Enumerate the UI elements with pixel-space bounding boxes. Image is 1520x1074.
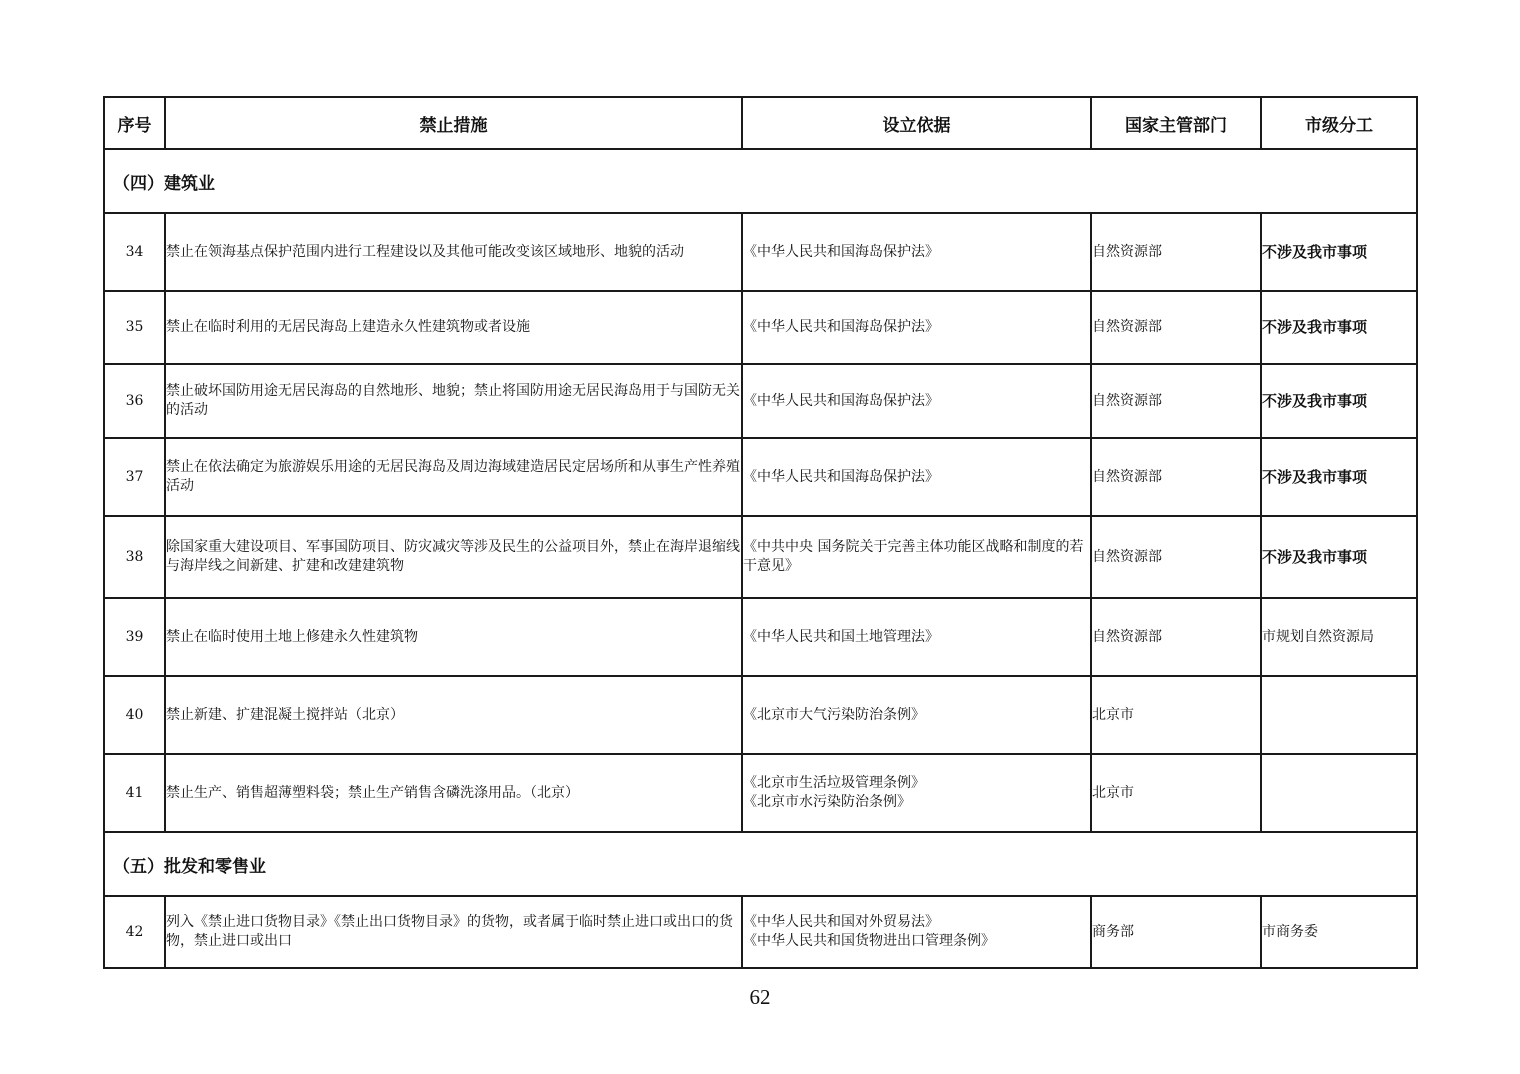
row-basis xyxy=(742,516,1091,598)
basis-line: 《北京市大气污染防治条例》 xyxy=(743,706,925,723)
row-basis xyxy=(742,364,1091,438)
section-heading-wholesale-retail xyxy=(104,832,1417,896)
row-division: 不涉及我市事项 xyxy=(1261,516,1417,598)
basis-line: 《中华人民共和国货物进出口管理条例》 xyxy=(743,933,995,949)
table-row xyxy=(104,676,1417,754)
row-measure: 禁止在依法确定为旅游娱乐用途的无居民海岛及周边海域建造居民定居场所和从事生产性养殖活动 xyxy=(165,438,742,516)
basis-line: 《北京市生活垃圾管理条例》 xyxy=(743,775,925,791)
row-basis xyxy=(742,213,1091,291)
table-row xyxy=(104,291,1417,364)
row-measure: 除国家重大建设项目、军事国防项目、防灾减灾等涉及民生的公益项目外，禁止在海岸退缩线与海岸线之间新建、扩建和改建建筑物 xyxy=(165,516,742,598)
table-row xyxy=(104,754,1417,832)
row-basis xyxy=(742,754,1091,832)
row-division xyxy=(1261,754,1417,832)
prohibition-table xyxy=(103,96,1418,969)
row-division: 不涉及我市事项 xyxy=(1261,291,1417,364)
row-basis xyxy=(742,676,1091,754)
row-division: 不涉及我市事项 xyxy=(1261,364,1417,438)
row-basis xyxy=(742,291,1091,364)
row-number: 34 xyxy=(104,213,165,291)
row-number: 42 xyxy=(104,896,165,968)
row-number: 37 xyxy=(104,438,165,516)
row-division: 市规划自然资源局 xyxy=(1261,598,1417,676)
row-number: 35 xyxy=(104,291,165,364)
row-basis xyxy=(742,598,1091,676)
table-row xyxy=(104,213,1417,291)
row-dept: 北京市 xyxy=(1091,676,1261,754)
header-dept: 国家主管部门 xyxy=(1091,97,1261,149)
row-division xyxy=(1261,676,1417,754)
row-dept: 自然资源部 xyxy=(1091,364,1261,438)
row-measure: 列入《禁止进口货物目录》《禁止出口货物目录》的货物，或者属于临时禁止进口或出口的货物，禁止进口或出口 xyxy=(165,896,742,968)
header-measure: 禁止措施 xyxy=(165,97,742,149)
row-measure: 禁止在临时使用土地上修建永久性建筑物 xyxy=(165,598,742,676)
row-number: 39 xyxy=(104,598,165,676)
section-heading-construction xyxy=(104,149,1417,213)
row-dept: 商务部 xyxy=(1091,896,1261,968)
row-dept: 自然资源部 xyxy=(1091,598,1261,676)
row-measure: 禁止破坏国防用途无居民海岛的自然地形、地貌；禁止将国防用途无居民海岛用于与国防无关的活动 xyxy=(165,364,742,438)
basis-line: 《中华人民共和国海岛保护法》 xyxy=(743,319,939,335)
row-division: 不涉及我市事项 xyxy=(1261,213,1417,291)
basis-line: 《中华人民共和国海岛保护法》 xyxy=(743,392,939,409)
row-number: 40 xyxy=(104,676,165,754)
basis-line: 《中华人民共和国海岛保护法》 xyxy=(743,468,939,485)
row-basis xyxy=(742,438,1091,516)
header-seq: 序号 xyxy=(104,97,165,149)
row-dept: 自然资源部 xyxy=(1091,516,1261,598)
row-division: 不涉及我市事项 xyxy=(1261,438,1417,516)
table-row xyxy=(104,896,1417,968)
table-row xyxy=(104,364,1417,438)
basis-line: 《中华人民共和国海岛保护法》 xyxy=(743,243,939,260)
basis-line: 《中华人民共和国土地管理法》 xyxy=(743,628,939,645)
table-header-row xyxy=(104,97,1417,149)
row-basis xyxy=(742,896,1091,968)
header-basis: 设立依据 xyxy=(742,97,1091,149)
row-measure: 禁止生产、销售超薄塑料袋；禁止生产销售含磷洗涤用品。（北京） xyxy=(165,754,742,832)
row-measure: 禁止在领海基点保护范围内进行工程建设以及其他可能改变该区域地形、地貌的活动 xyxy=(165,213,742,291)
table-row xyxy=(104,438,1417,516)
row-measure: 禁止在临时利用的无居民海岛上建造永久性建筑物或者设施 xyxy=(165,291,742,364)
section-title: （四）建筑业 xyxy=(104,149,1417,213)
row-number: 38 xyxy=(104,516,165,598)
table-row xyxy=(104,516,1417,598)
table-row xyxy=(104,598,1417,676)
row-dept: 自然资源部 xyxy=(1091,213,1261,291)
row-number: 36 xyxy=(104,364,165,438)
row-number: 41 xyxy=(104,754,165,832)
row-dept: 自然资源部 xyxy=(1091,438,1261,516)
basis-line: 《中华人民共和国对外贸易法》 xyxy=(743,914,939,930)
section-title: （五）批发和零售业 xyxy=(104,832,1417,896)
row-measure: 禁止新建、扩建混凝土搅拌站（北京） xyxy=(165,676,742,754)
basis-line: 《北京市水污染防治条例》 xyxy=(743,794,911,810)
row-dept: 自然资源部 xyxy=(1091,291,1261,364)
page-number: 62 xyxy=(749,985,771,1009)
basis-line: 《中共中央 国务院关于完善主体功能区战略和制度的若干意见》 xyxy=(743,539,1084,574)
row-dept: 北京市 xyxy=(1091,754,1261,832)
header-division: 市级分工 xyxy=(1261,97,1417,149)
row-division: 市商务委 xyxy=(1261,896,1417,968)
